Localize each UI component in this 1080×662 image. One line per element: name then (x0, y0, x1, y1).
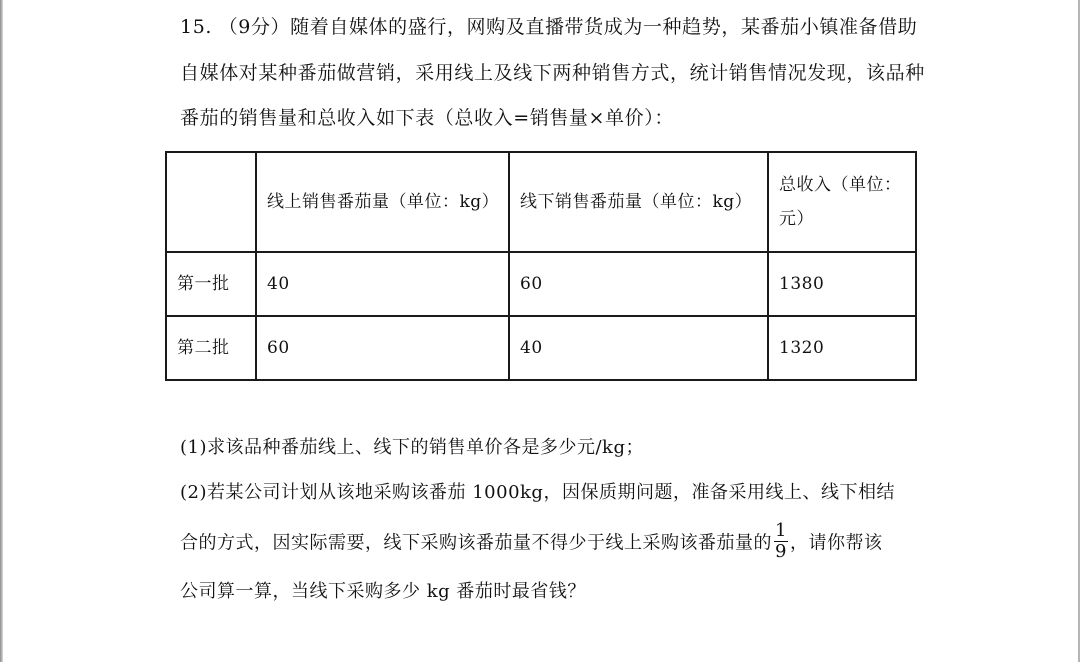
batch-label: 第二批 (166, 316, 256, 380)
fraction-denominator: 9 (775, 541, 787, 562)
total-revenue: 1380 (768, 252, 916, 316)
table-header-offline: 线下销售番茄量（单位：kg） (509, 152, 768, 252)
online-quantity: 40 (256, 252, 509, 316)
table-header-revenue: 总收入（单位：元） (768, 152, 916, 252)
question-1: (1)求该品种番茄线上、线下的销售单价各是多少元/kg； (180, 437, 644, 458)
offline-quantity: 60 (509, 252, 768, 316)
offline-quantity: 40 (509, 316, 768, 380)
online-quantity: 60 (256, 316, 509, 380)
table-row (166, 316, 916, 380)
table-row (166, 252, 916, 316)
fraction-one-ninth (774, 521, 788, 562)
fraction-numerator: 1 (775, 520, 787, 541)
question-2-text-after-fraction: ，请你帮该 (789, 532, 883, 554)
question-2-line-3: 公司算一算，当线下采购多少 kg 番茄时最省钱？ (180, 581, 586, 602)
problem-text-line-2: 自媒体对某种番茄做营销，采用线上及线下两种销售方式，统计销售情况发现，该品种 (180, 62, 925, 84)
table-header-row (166, 152, 916, 252)
page-edge-left (0, 0, 3, 662)
table-header-cell-empty (166, 152, 256, 252)
problem-text-line-1: 15. （9分）随着自媒体的盛行，网购及直播带货成为一种趋势，某番茄小镇准备借助 (180, 16, 918, 38)
batch-label: 第一批 (166, 252, 256, 316)
sales-table (165, 151, 917, 381)
problem-text-line-3: 番茄的销售量和总收入如下表（总收入=销售量×单价）： (180, 107, 674, 129)
question-2-text-before-fraction: 合的方式，因实际需要，线下采购该番茄量不得少于线上采购该番茄量的 (180, 532, 772, 554)
question-2-line-2 (180, 520, 883, 564)
total-revenue: 1320 (768, 316, 916, 380)
table-header-online: 线上销售番茄量（单位：kg） (256, 152, 509, 252)
question-2-line-1: (2)若某公司计划从该地采购该番茄 1000kg，因保质期问题，准备采用线上、线下相结 (180, 482, 895, 503)
